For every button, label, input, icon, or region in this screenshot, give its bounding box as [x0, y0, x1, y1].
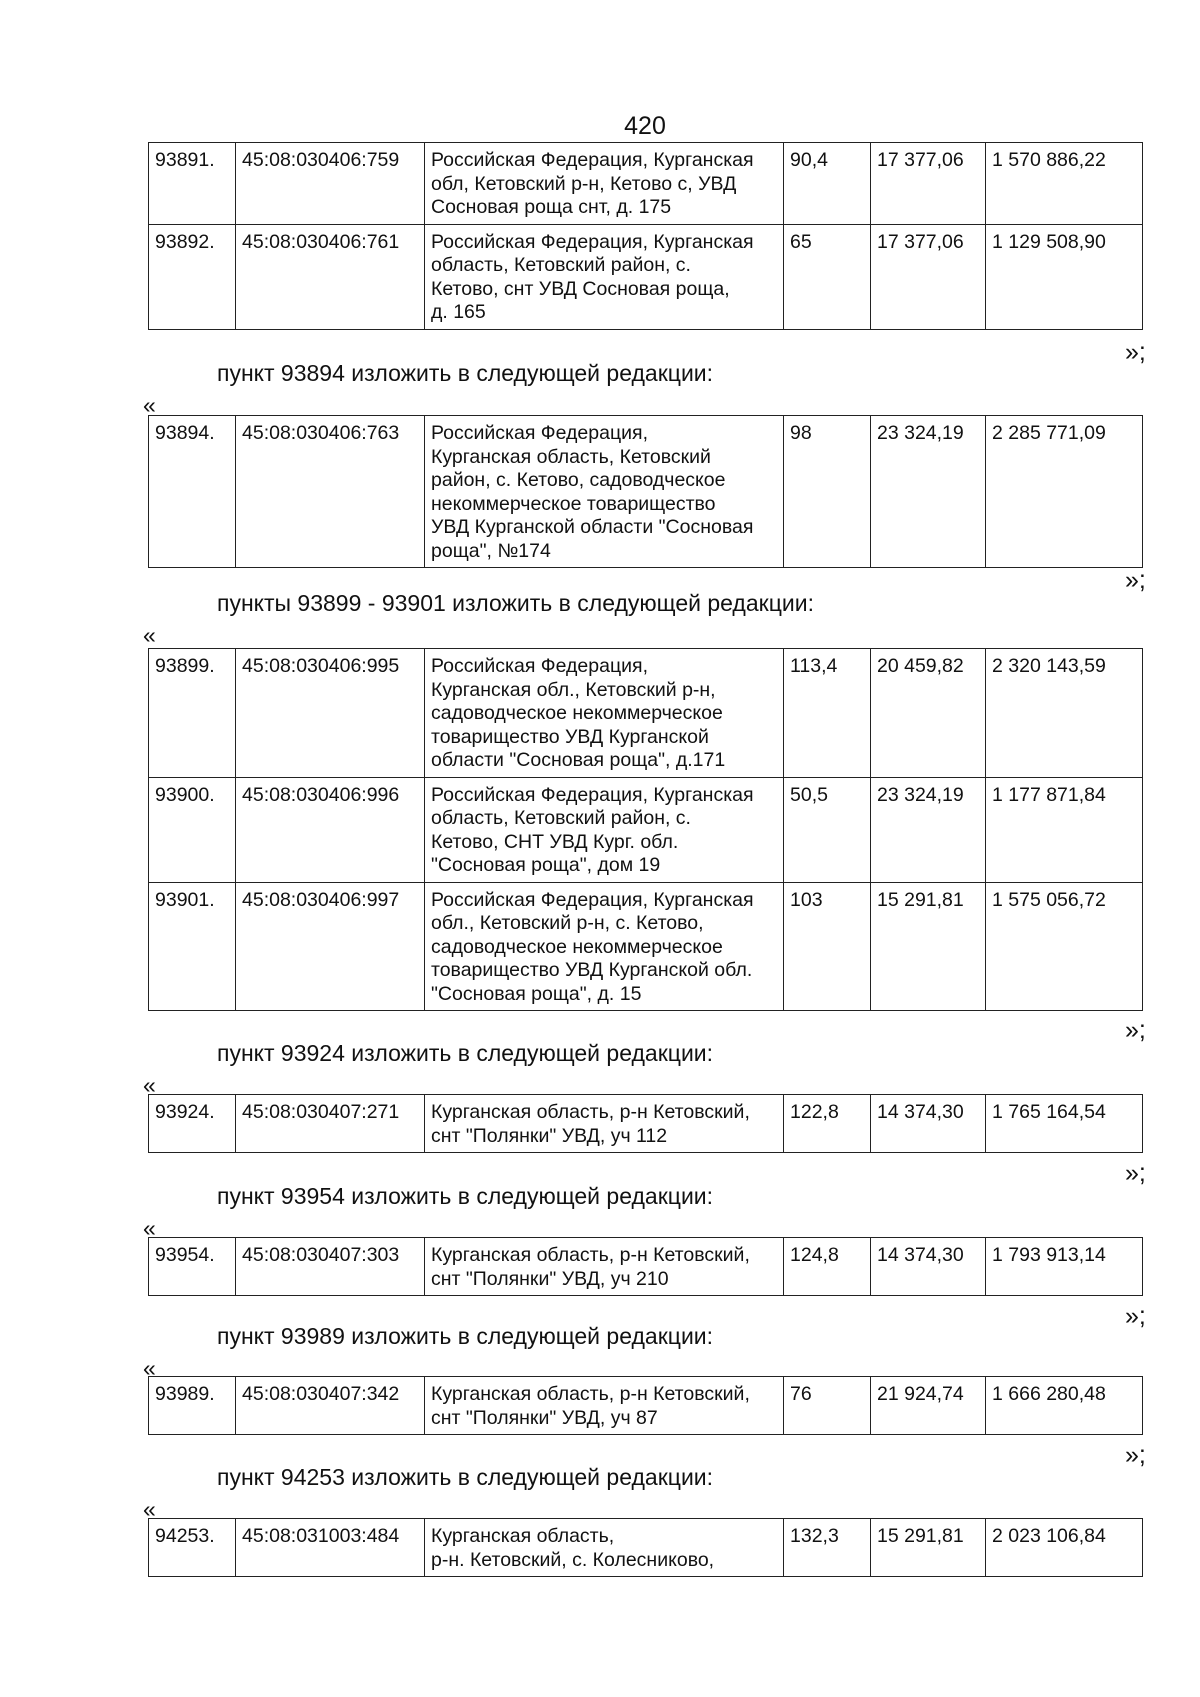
property-table — [148, 1376, 1143, 1435]
table-row — [149, 224, 1143, 329]
cadastral-number-cell: 45:08:030406:763 — [236, 416, 425, 568]
property-table — [148, 1094, 1143, 1153]
row-number-cell: 93891. — [149, 143, 236, 225]
row-number-cell: 93954. — [149, 1238, 236, 1296]
amendment-instruction: пункт 93894 изложить в следующей редакции: — [217, 360, 714, 386]
table-row — [149, 882, 1143, 1011]
table-row — [149, 1095, 1143, 1153]
property-table — [148, 142, 1143, 330]
row-number-cell: 93899. — [149, 649, 236, 778]
cadastral-value-cell: 1 177 871,84 — [986, 777, 1143, 882]
area-cell: 132,3 — [784, 1519, 871, 1577]
address-cell: Российская Федерация, Курганская обл, Кетовский р-н, Кетово с, УВД Сосновая роща снт, д. 175 — [425, 143, 784, 225]
cadastral-value-cell: 2 320 143,59 — [986, 649, 1143, 778]
rate-cell: 17 377,06 — [871, 143, 986, 225]
address-cell: Российская Федерация, Курганская обл., Кетовский р-н, садоводческое некоммерческое товарищество УВД Курганской области "Сосновая роща", д.171 — [425, 649, 784, 778]
address-cell: Российская Федерация, Курганская область, Кетовский район, с. Кетово, СНТ УВД Кург. обл. "Сосновая роща", дом 19 — [425, 777, 784, 882]
opening-quote: « — [143, 1496, 156, 1522]
amendment-instruction: пункт 94253 изложить в следующей редакции: — [217, 1464, 714, 1490]
table-row — [149, 143, 1143, 225]
row-number-cell: 93900. — [149, 777, 236, 882]
cadastral-number-cell: 45:08:030406:997 — [236, 882, 425, 1011]
row-number-cell: 93892. — [149, 224, 236, 329]
table-row — [149, 649, 1143, 778]
row-number-cell: 93924. — [149, 1095, 236, 1153]
cadastral-value-cell: 1 575 056,72 — [986, 882, 1143, 1011]
area-cell: 76 — [784, 1377, 871, 1435]
table-row — [149, 777, 1143, 882]
cadastral-number-cell: 45:08:030406:759 — [236, 143, 425, 225]
cadastral-value-cell: 1 666 280,48 — [986, 1377, 1143, 1435]
area-cell: 113,4 — [784, 649, 871, 778]
address-cell: Российская Федерация, Курганская обл., Кетовский р-н, с. Кетово, садоводческое некоммерческое товарищество УВД Курганской обл. "Сосновая роща", д. 15 — [425, 882, 784, 1011]
address-cell: Российская Федерация, Курганская область, Кетовский район, с. Кетово, садоводческое некоммерческое товарищество УВД Курганской области "Сосновая роща", №174 — [425, 416, 784, 568]
area-cell: 50,5 — [784, 777, 871, 882]
area-cell: 124,8 — [784, 1238, 871, 1296]
amendment-instruction: пункты 93899 - 93901 изложить в следующей редакции: — [217, 590, 814, 616]
rate-cell: 17 377,06 — [871, 224, 986, 329]
area-cell: 122,8 — [784, 1095, 871, 1153]
property-table — [148, 1518, 1143, 1577]
cadastral-value-cell: 1 570 886,22 — [986, 143, 1143, 225]
closing-quote: »; — [1125, 1441, 1146, 1469]
rate-cell: 21 924,74 — [871, 1377, 986, 1435]
opening-quote: « — [143, 622, 156, 648]
closing-quote: »; — [1125, 566, 1146, 594]
closing-quote: »; — [1125, 338, 1146, 366]
rate-cell: 15 291,81 — [871, 882, 986, 1011]
area-cell: 65 — [784, 224, 871, 329]
property-table — [148, 1237, 1143, 1296]
rate-cell: 15 291,81 — [871, 1519, 986, 1577]
row-number-cell: 93989. — [149, 1377, 236, 1435]
address-cell: Курганская область, р-н Кетовский, снт "Полянки" УВД, уч 112 — [425, 1095, 784, 1153]
closing-quote: »; — [1125, 1302, 1146, 1330]
property-table — [148, 415, 1143, 568]
cadastral-value-cell: 1 793 913,14 — [986, 1238, 1143, 1296]
area-cell: 90,4 — [784, 143, 871, 225]
row-number-cell: 93894. — [149, 416, 236, 568]
cadastral-number-cell: 45:08:031003:484 — [236, 1519, 425, 1577]
rate-cell: 23 324,19 — [871, 416, 986, 568]
cadastral-value-cell: 2 023 106,84 — [986, 1519, 1143, 1577]
address-cell: Российская Федерация, Курганская область, Кетовский район, с. Кетово, снт УВД Сосновая роща, д. 165 — [425, 224, 784, 329]
amendment-instruction: пункт 93924 изложить в следующей редакции: — [217, 1040, 714, 1066]
cadastral-number-cell: 45:08:030407:303 — [236, 1238, 425, 1296]
cadastral-number-cell: 45:08:030407:271 — [236, 1095, 425, 1153]
opening-quote: « — [143, 1072, 156, 1098]
closing-quote: »; — [1125, 1159, 1146, 1187]
area-cell: 103 — [784, 882, 871, 1011]
rate-cell: 14 374,30 — [871, 1238, 986, 1296]
opening-quote: « — [143, 1355, 156, 1381]
cadastral-number-cell: 45:08:030407:342 — [236, 1377, 425, 1435]
cadastral-number-cell: 45:08:030406:995 — [236, 649, 425, 778]
row-number-cell: 93901. — [149, 882, 236, 1011]
amendment-instruction: пункт 93989 изложить в следующей редакции: — [217, 1323, 714, 1349]
row-number-cell: 94253. — [149, 1519, 236, 1577]
rate-cell: 20 459,82 — [871, 649, 986, 778]
rate-cell: 23 324,19 — [871, 777, 986, 882]
address-cell: Курганская область, р-н. Кетовский, с. Колесниково, — [425, 1519, 784, 1577]
address-cell: Курганская область, р-н Кетовский, снт "Полянки" УВД, уч 87 — [425, 1377, 784, 1435]
property-table — [148, 648, 1143, 1011]
closing-quote: »; — [1125, 1016, 1146, 1044]
area-cell: 98 — [784, 416, 871, 568]
page-number: 420 — [624, 112, 666, 140]
rate-cell: 14 374,30 — [871, 1095, 986, 1153]
cadastral-value-cell: 1 765 164,54 — [986, 1095, 1143, 1153]
table-row — [149, 1238, 1143, 1296]
opening-quote: « — [143, 392, 156, 418]
table-row — [149, 1377, 1143, 1435]
cadastral-number-cell: 45:08:030406:996 — [236, 777, 425, 882]
opening-quote: « — [143, 1215, 156, 1241]
cadastral-value-cell: 2 285 771,09 — [986, 416, 1143, 568]
cadastral-value-cell: 1 129 508,90 — [986, 224, 1143, 329]
table-row — [149, 1519, 1143, 1577]
table-row — [149, 416, 1143, 568]
address-cell: Курганская область, р-н Кетовский, снт "Полянки" УВД, уч 210 — [425, 1238, 784, 1296]
cadastral-number-cell: 45:08:030406:761 — [236, 224, 425, 329]
amendment-instruction: пункт 93954 изложить в следующей редакции: — [217, 1183, 714, 1209]
